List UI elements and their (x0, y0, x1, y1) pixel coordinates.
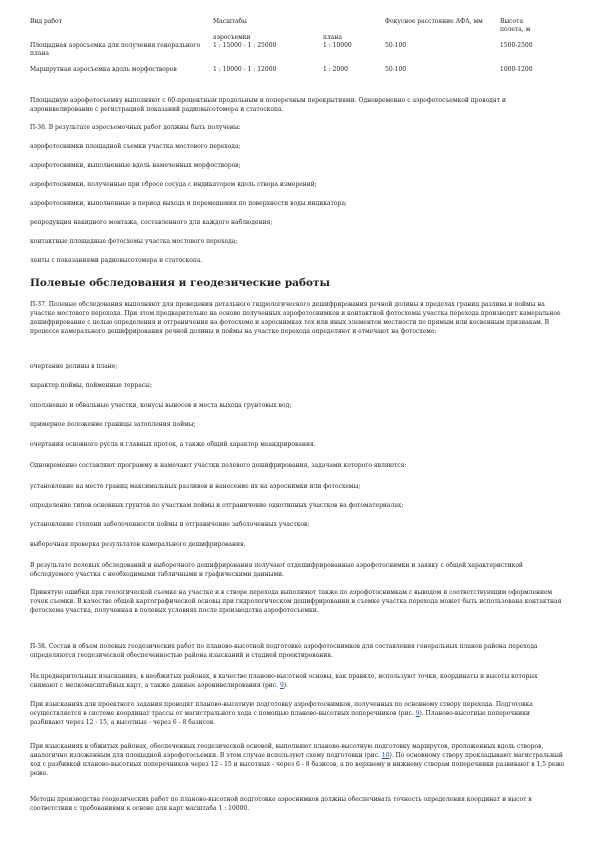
figure-link[interactable]: 9 (415, 710, 420, 717)
list-item: очертания основного русла и главных проток, а также общий характер меандрирования. (30, 441, 316, 448)
list-item: очертание долины в плане; (30, 363, 118, 370)
table-cell: 1500-2500 (500, 42, 533, 49)
paragraph: П-36. В результате аэросъемочных работ должны быть получены: (30, 124, 241, 131)
paragraph: На предварительных изысканиях, в необжитых районах, в качестве планово-высотной основы, как правило, используют точки, координаты и высоты которых снимают с мелкомасштабных карт, а также данные аэронивелирования (рис. 9). (30, 673, 538, 689)
table-cell: 1000-1200 (500, 66, 533, 73)
table-header-cell: Фокусное расстояние АФА, мм (385, 18, 483, 25)
list-item: аэрофотоснимки, выполненные вдоль намеченных морфостворов; (30, 162, 241, 169)
paragraph: Методы производства геодезических работ по планово-высотной подготовке аэроснимков должны обеспечивать точность определения координат и высот в соответствии с требованиями к основе для карт масштаба 1 : 10000. (30, 796, 532, 812)
list-item: аэрофотоснимки площадной съемки участка мостового перехода; (30, 143, 241, 150)
list-item: выборочная проверка результатов камерального дешифрирования. (30, 541, 246, 548)
list-item: контактные площадные фотосхемы участка мостового перехода; (30, 238, 238, 245)
table-header-cell: Высота полета, м (500, 18, 531, 33)
table-cell: Площадная аэросъемка для получения генерального плана (30, 42, 201, 57)
table-row (30, 42, 570, 66)
paragraph: Площадную аэрофотосъемку выполняют с 60-процентным продольным и поперечным перекрытиями. Одновременно с аэрофотосъемкой проводят и аэронивелирование с регистрацией показаний радиовысотомера и статоскопа. (30, 97, 506, 113)
table-cell: 1 : 10000 - 1 : 12000 (213, 66, 277, 73)
table-header-row (30, 18, 570, 42)
list-item: ленты с показаниями радиовысотомера и статоскопа. (30, 257, 203, 264)
table-cell: 1 : 10000 (323, 42, 352, 49)
table-header-cell: Масштабы аэросъемки (213, 18, 251, 41)
paragraph: В результате полевых обследований и выборочного дешифрирования получают отдешифрированные аэрофотоснимки и заявку с общей характеристикой обследуемого участка с необходимыми табличными и графическими данными. (30, 562, 523, 578)
paragraph: П-37. Полевые обследования выполняют для проведения детального гидрологического дешифрирования речной долины в пределах границ разлива и поймы на участке мостового перехода. При этом предварительно на основе полученных аэрофотоснимков и контактной фотосхемы участка перехода производят камеральное дешифрирование с целью определения и отграничения на фотосхеме и аэроснимках тех или иных элементов местности по прямым или косвенным признакам. В процессе камерального дешифрирования речной долины и поймы на участке перехода определяют и отмечают на фотосхеме: (30, 301, 561, 335)
list-item: установление на месте границ максимальных разливов и нанесение их на аэроснимки или фотосхемы; (30, 483, 361, 490)
paragraph: При изысканиях для проектного задания проводят планово-высотную подготовку аэрофотоснимков, полученных по основному створу перехода. Подготовка осуществляется в системе координат трассы от магистрального хода с помощью планово-высотных поперечников (рис. 9). Планово-высотные поперечники разбивают через 12 - 15, а высотные - через 6 - 8 базисов. (30, 701, 533, 726)
table-header-cell: плана (323, 34, 342, 41)
table-cell: 50-100 (385, 42, 407, 49)
table-cell: Маршрутная аэросъемка вдоль морфостворов (30, 66, 177, 73)
table-cell: 1 : 15000 - 1 : 25000 (213, 42, 277, 49)
list-item: аэрофотоснимки, выполненные в период выхода и перемещения по поверхности воды индикатора; (30, 200, 347, 207)
list-item: установление степени заболоченности поймы и отграничение заболоченных участков; (30, 521, 310, 528)
list-item: примерное положение границы затопления поймы; (30, 421, 196, 428)
paragraph: Принятую ошибки при геологической съемке на участке и в створе перехода выполняют также по аэрофотоснимкам с выводом и соответствующим оформлением точек съемки. В качестве общей картографической основы при гидрологическом дешифрировании и съемке участка перехода может быть использована контактная фотосхема участка, полученная в полевых условиях после производства аэрофотосъемки. (30, 589, 562, 614)
list-item: оползневые и обвальные участки, конусы выносов и места выхода грунтовых вод; (30, 402, 292, 409)
table-header-cell: Вид работ (30, 18, 62, 25)
figure-link[interactable]: 9 (279, 682, 284, 689)
paragraph: При изысканиях в обжитых районах, обеспеченных геодезической основой, выполняют планово-высотную подготовку маршрутов, проложенных вдоль створов, аналогично изложенным для площадной аэрофотосъемки. В этом случае используют схему подготовки (рис. 10). По основному створу прокладывают магистральный ход с разбивкой планово-высотных поперечников через 12 - 15 и высотных - через 6 - 8 базисов, а по верхнему и нижнему створам поперечники развивают в 1,5 реже реже. (30, 743, 565, 777)
section-heading: Полевые обследования и геодезические работы (30, 277, 331, 289)
flight-parameters-table (30, 18, 570, 80)
list-item: характер поймы, пойменные террасы; (30, 382, 152, 389)
paragraph: П-38. Состав и объем полевых геодезических работ по планово-высотной подготовке аэрофотоснимков для составления генеральных планов района перехода определяются геодезической обеспеченностью района изысканий и стадией проектирования. (30, 643, 538, 659)
list-item: репродукция накидного монтажа, составленного для каждого наблюдения; (30, 219, 273, 226)
paragraph: Одновременно составляют программу и намечают участки полевого дешифрирования, задачами которого являются: (30, 462, 407, 469)
list-item: определение типов основных грунтов по участкам поймы и отграничение однотипных участков на фотоматериалах; (30, 502, 404, 509)
table-cell: 1 : 2000 (323, 66, 348, 73)
list-item: аэрофотоснимки, полученные при сбросе сосуда с индикатором вдоль створа измерений; (30, 181, 317, 188)
table-row (30, 66, 570, 80)
figure-link[interactable]: 10 (381, 752, 390, 759)
table-cell: 50-100 (385, 66, 407, 73)
